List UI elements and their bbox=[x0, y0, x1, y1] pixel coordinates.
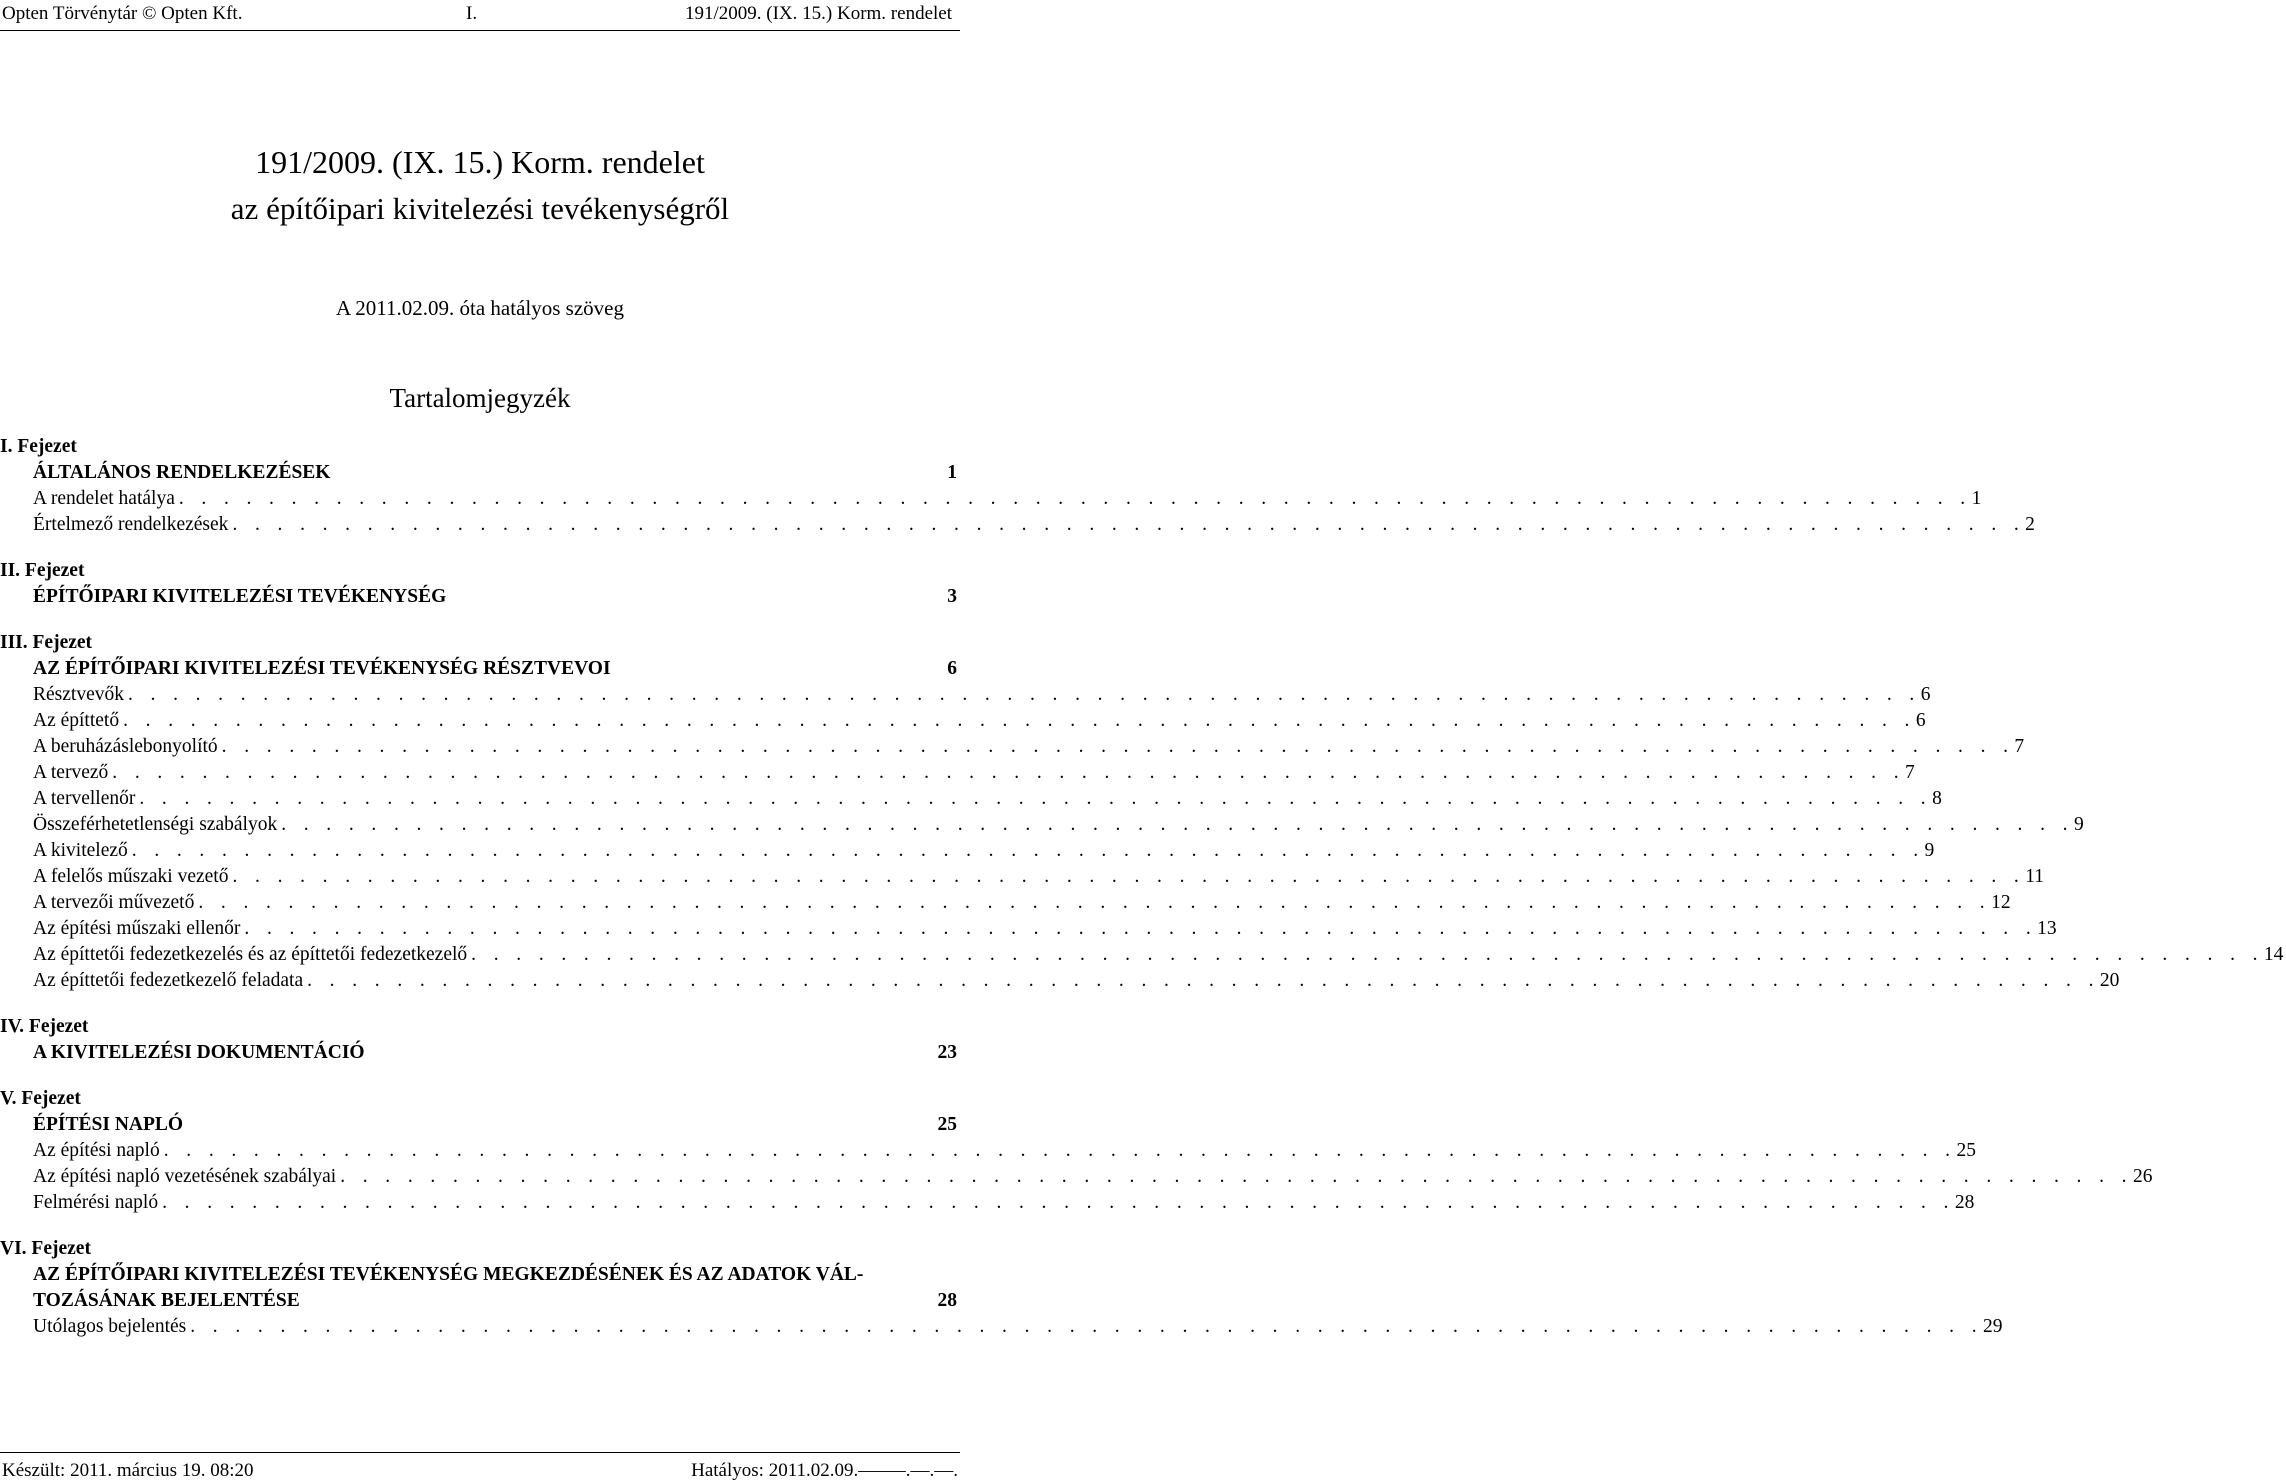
dot-leader: . . . . . . . . . . . . . . . . . . . . . . . . . . . . . . . . . . . . . . . . . . . . . . . . . . . . . . . . . . . . . . . . . . . . . . . . . . . . . . . . bbox=[123, 710, 1916, 731]
toc-entry[interactable] bbox=[0, 864, 2044, 890]
toc-chapter-title-entry[interactable] bbox=[0, 1112, 960, 1138]
dot-leader bbox=[611, 656, 899, 682]
page-number: 23 bbox=[937, 1042, 957, 1063]
dot-leader bbox=[365, 1040, 899, 1066]
chapter-title: AZ ÉPÍTŐIPARI KIVITELEZÉSI TEVÉKENYSÉG RÉSZTVEVOI bbox=[33, 658, 611, 679]
page-number: 1 bbox=[947, 462, 957, 483]
entry-title: A beruházáslebonyolító bbox=[33, 736, 218, 757]
toc-chapter-2 bbox=[0, 558, 960, 610]
toc-entry[interactable] bbox=[0, 1164, 2153, 1190]
toc-chapter-title-entry[interactable] bbox=[0, 1262, 960, 1288]
dot-leader bbox=[183, 1112, 899, 1138]
toc-entry[interactable] bbox=[0, 1190, 1975, 1216]
entry-title: Az építtetői fedezetkezelő feladata bbox=[33, 970, 304, 991]
page-number: 9 bbox=[2073, 814, 2084, 835]
dot-leader: . . . . . . . . . . . . . . . . . . . . . . . . . . . . . . . . . . . . . . . . . . . . . . . . . . . . . . . . . . . . . . . . . . . . . . . . . . . . . . . . bbox=[232, 514, 2026, 535]
chapter-title: ÉPÍTÉSI NAPLÓ bbox=[33, 1114, 184, 1135]
toc-entry[interactable] bbox=[0, 734, 2025, 760]
dot-leader bbox=[446, 584, 899, 610]
header-publisher: Opten Törvénytár © Opten Kft. bbox=[2, 3, 243, 24]
dot-leader: . . . . . . . . . . . . . . . . . . . . . . . . . . . . . . . . . . . . . . . . . . . . . . . . . . . . . . . . . . . . . . . . . . . . . . . . . . . . . . . . bbox=[198, 892, 1992, 913]
dot-leader: . . . . . . . . . . . . . . . . . . . . . . . . . . . . . . . . . . . . . . . . . . . . . . . . . . . . . . . . . . . . . . . . . . . . . . . . . . . . . . . . bbox=[232, 866, 2026, 887]
page-number: 6 bbox=[1920, 684, 1931, 705]
page-number: 6 bbox=[947, 658, 957, 679]
toc-entry[interactable] bbox=[0, 838, 1935, 864]
dot-leader: . . . . . . . . . . . . . . . . . . . . . . . . . . . . . . . . . . . . . . . . . . . . . . . . . . . . . . . . . . . . . . . . . . . . . . . . . . . . . . . . bbox=[131, 840, 1925, 861]
dot-leader bbox=[330, 460, 899, 486]
header-rule bbox=[0, 30, 960, 31]
toc-chapter-title-entry[interactable] bbox=[0, 460, 960, 486]
page-number: 6 bbox=[1915, 710, 1926, 731]
chapter-label: II. Fejezet bbox=[0, 560, 85, 581]
entry-title: Utólagos bejelentés bbox=[33, 1316, 187, 1337]
toc-chapter-5 bbox=[0, 1086, 2153, 1216]
dot-leader: . . . . . . . . . . . . . . . . . . . . . . . . . . . . . . . . . . . . . . . . . . . . . . . . . . . . . . . . . . . . . . . . . . . . . . . . . . . . . . . . bbox=[471, 944, 2264, 965]
toc-heading: Tartalomjegyzék bbox=[389, 383, 571, 413]
chapter-title-line-1: AZ ÉPÍTŐIPARI KIVITELEZÉSI TEVÉKENYSÉG MEGKEZDÉSÉNEK ÉS AZ ADATOK VÁL- bbox=[33, 1264, 864, 1285]
dot-leader: . . . . . . . . . . . . . . . . . . . . . . . . . . . . . . . . . . . . . . . . . . . . . . . . . . . . . . . . . . . . . . . . . . . . . . . . . . . . . . . . bbox=[244, 918, 2038, 939]
dot-leader bbox=[300, 1288, 899, 1314]
chapter-label: III. Fejezet bbox=[0, 632, 93, 653]
chapter-label: VI. Fejezet bbox=[0, 1238, 91, 1259]
chapter-title: A KIVITELEZÉSI DOKUMENTÁCIÓ bbox=[33, 1042, 365, 1063]
document-title: 191/2009. (IX. 15.) Korm. rendelet bbox=[255, 144, 705, 180]
dot-leader: . . . . . . . . . . . . . . . . . . . . . . . . . . . . . . . . . . . . . . . . . . . . . . . . . . . . . . . . . . . . . . . . . . . . . . . . . . . . . . . . bbox=[163, 1140, 1957, 1161]
toc-chapter-title-entry[interactable] bbox=[0, 1040, 960, 1066]
toc-chapter-4 bbox=[0, 1014, 960, 1066]
toc-entry[interactable] bbox=[0, 812, 2084, 838]
chapter-label: I. Fejezet bbox=[0, 436, 77, 457]
document-subtitle: az építőipari kivitelezési tevékenységről bbox=[230, 191, 730, 226]
entry-title: Az építtető bbox=[33, 710, 120, 731]
entry-title: Az építési napló vezetésének szabályai bbox=[33, 1166, 337, 1187]
entry-title: A tervezői művezető bbox=[33, 892, 195, 913]
page-number: 8 bbox=[1932, 788, 1942, 809]
footer-effective: Hatályos: 2011.02.09.–––––.––.––. bbox=[691, 1460, 958, 1481]
toc-chapter-title-entry[interactable] bbox=[0, 584, 960, 610]
header-chapter-number: I. bbox=[466, 3, 478, 24]
page-number: 20 bbox=[2099, 970, 2120, 991]
toc-entry[interactable] bbox=[0, 942, 2284, 968]
header-document-id: 191/2009. (IX. 15.) Korm. rendelet bbox=[685, 3, 952, 24]
dot-leader: . . . . . . . . . . . . . . . . . . . . . . . . . . . . . . . . . . . . . . . . . . . . . . . . . . . . . . . . . . . . . . . . . . . . . . . . . . . . . . . . bbox=[162, 1192, 1955, 1213]
page-number: 14 bbox=[2263, 944, 2284, 965]
dot-leader: . . . . . . . . . . . . . . . . . . . . . . . . . . . . . . . . . . . . . . . . . . . . . . . . . . . . . . . . . . . . . . . . . . . . . . . . . . . . . . . . bbox=[127, 684, 1921, 705]
chapter-title-line-2: TOZÁSÁNAK BEJELENTÉSE bbox=[33, 1290, 300, 1311]
page-number: 7 bbox=[2014, 736, 2025, 757]
toc-entry[interactable] bbox=[0, 916, 2057, 942]
page-number: 2 bbox=[2025, 514, 2035, 535]
dot-leader: . . . . . . . . . . . . . . . . . . . . . . . . . . . . . . . . . . . . . . . . . . . . . . . . . . . . . . . . . . . . . . . . . . . . . . . . . . . . . . . . bbox=[112, 762, 1905, 783]
footer-rule bbox=[0, 1452, 960, 1453]
validity-statement: A 2011.02.09. óta hatályos szöveg bbox=[336, 296, 624, 320]
page-number: 25 bbox=[937, 1114, 957, 1135]
entry-title: A rendelet hatálya bbox=[33, 488, 175, 509]
chapter-title: ÁLTALÁNOS RENDELKEZÉSEK bbox=[33, 462, 331, 483]
entry-title: A felelős műszaki vezető bbox=[33, 866, 229, 887]
toc-entry[interactable] bbox=[0, 682, 1931, 708]
toc-entry[interactable] bbox=[0, 1314, 2003, 1340]
toc-entry[interactable] bbox=[0, 486, 1982, 512]
toc-entry[interactable] bbox=[0, 786, 1942, 812]
page-number: 13 bbox=[2037, 918, 2057, 939]
dot-leader: . . . . . . . . . . . . . . . . . . . . . . . . . . . . . . . . . . . . . . . . . . . . . . . . . . . . . . . . . . . . . . . . . . . . . . . . . . . . . . . . bbox=[178, 488, 1972, 509]
toc-entry[interactable] bbox=[0, 512, 2035, 538]
page-number: 28 bbox=[1954, 1192, 1975, 1213]
page-number: 25 bbox=[1956, 1140, 1976, 1161]
page-number: 3 bbox=[947, 586, 957, 607]
toc-chapter-6 bbox=[0, 1236, 2003, 1340]
page-number: 29 bbox=[1982, 1316, 2003, 1337]
dot-leader: . . . . . . . . . . . . . . . . . . . . . . . . . . . . . . . . . . . . . . . . . . . . . . . . . . . . . . . . . . . . . . . . . . . . . . . . . . . . . . . . bbox=[340, 1166, 2133, 1187]
table-of-contents bbox=[0, 434, 2284, 1360]
page-number: 7 bbox=[1905, 762, 1915, 783]
entry-title: Az építési műszaki ellenőr bbox=[33, 918, 241, 939]
toc-entry[interactable] bbox=[0, 1138, 1976, 1164]
toc-entry[interactable] bbox=[0, 708, 1926, 734]
page-number: 26 bbox=[2132, 1166, 2153, 1187]
running-header bbox=[0, 0, 960, 28]
toc-entry[interactable] bbox=[0, 760, 1915, 786]
toc-entry[interactable] bbox=[0, 968, 2120, 994]
entry-title: A tervező bbox=[33, 762, 109, 783]
entry-title: Résztvevők bbox=[33, 684, 124, 705]
entry-title: Az építési napló bbox=[33, 1140, 160, 1161]
toc-chapter-title-entry[interactable] bbox=[0, 656, 960, 682]
page-number: 11 bbox=[2025, 866, 2044, 887]
dot-leader: . . . . . . . . . . . . . . . . . . . . . . . . . . . . . . . . . . . . . . . . . . . . . . . . . . . . . . . . . . . . . . . . . . . . . . . . . . . . . . . . bbox=[281, 814, 2074, 835]
page-number: 1 bbox=[1971, 488, 1982, 509]
footer-created: Készült: 2011. március 19. 08:20 bbox=[2, 1460, 254, 1481]
toc-entry[interactable] bbox=[0, 890, 2011, 916]
entry-title: A tervellenőr bbox=[33, 788, 136, 809]
chapter-label: IV. Fejezet bbox=[0, 1016, 89, 1037]
toc-chapter-3 bbox=[0, 630, 2284, 994]
entry-title: Értelmező rendelkezések bbox=[33, 514, 229, 535]
dot-leader: . . . . . . . . . . . . . . . . . . . . . . . . . . . . . . . . . . . . . . . . . . . . . . . . . . . . . . . . . . . . . . . . . . . . . . . . . . . . . . . . bbox=[221, 736, 2015, 757]
chapter-title: ÉPÍTŐIPARI KIVITELEZÉSI TEVÉKENYSÉG bbox=[33, 586, 447, 607]
page-number: 12 bbox=[1991, 892, 2011, 913]
toc-chapter-1 bbox=[0, 434, 2035, 538]
dot-leader: . . . . . . . . . . . . . . . . . . . . . . . . . . . . . . . . . . . . . . . . . . . . . . . . . . . . . . . . . . . . . . . . . . . . . . . . . . . . . . . . bbox=[190, 1316, 1983, 1337]
page-number: 28 bbox=[937, 1290, 957, 1311]
entry-title: Az építtetői fedezetkezelés és az építtetői fedezetkezelő bbox=[33, 944, 468, 965]
entry-title: Összeférhetetlenségi szabályok bbox=[33, 814, 278, 835]
page-number: 9 bbox=[1924, 840, 1935, 861]
entry-title: Felmérési napló bbox=[33, 1192, 159, 1213]
chapter-label: V. Fejezet bbox=[0, 1088, 81, 1109]
dot-leader: . . . . . . . . . . . . . . . . . . . . . . . . . . . . . . . . . . . . . . . . . . . . . . . . . . . . . . . . . . . . . . . . . . . . . . . . . . . . . . . . bbox=[307, 970, 2100, 991]
toc-chapter-title-entry-continued[interactable] bbox=[0, 1288, 960, 1314]
dot-leader: . . . . . . . . . . . . . . . . . . . . . . . . . . . . . . . . . . . . . . . . . . . . . . . . . . . . . . . . . . . . . . . . . . . . . . . . . . . . . . . . bbox=[139, 788, 1933, 809]
entry-title: A kivitelező bbox=[33, 840, 128, 861]
